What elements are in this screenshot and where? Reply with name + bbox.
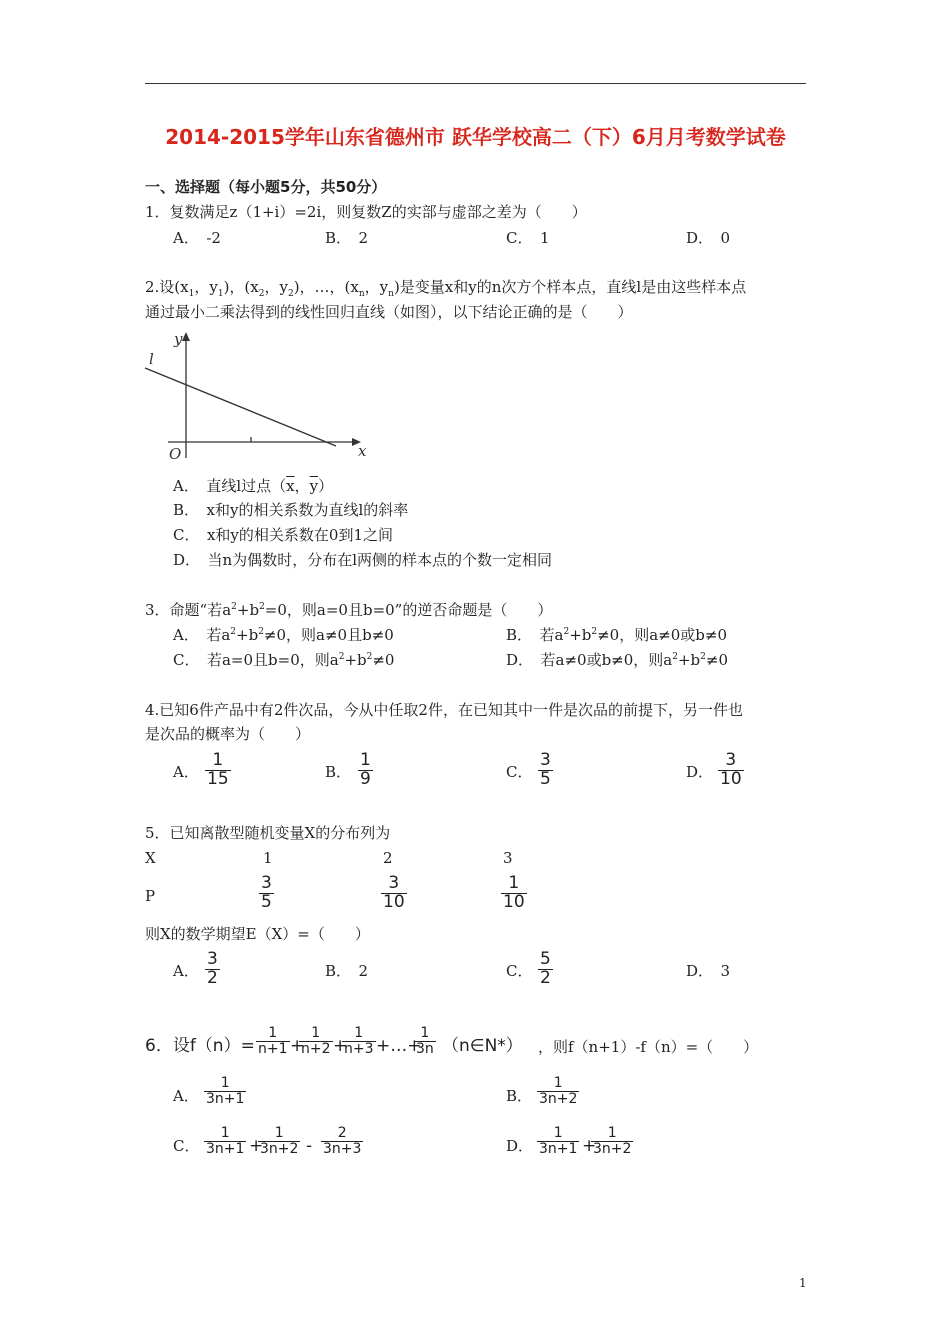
q5-p2-fraction: $\frac{3}{10}$ [383,873,405,912]
origin-label: O [169,445,182,463]
q6-option-c-minus: - [306,1136,313,1156]
q2-option-a: A． 直线l过点（$\overline{x}$，$\overline{y}$） [173,477,334,495]
q2-option-c: C． x和y的相关系数在0到1之间 [173,526,393,544]
q6-option-c-term3: $\frac{2}{3n+3}$ [323,1125,362,1157]
q6-option-c-label: C． [173,1137,200,1155]
q5-option-d: D． 3 [686,962,731,980]
q6-option-a-label: A． [173,1087,199,1105]
q3-option-b: B． 若$a^2+b^2\ne 0$，则a≠0或b≠0 [506,626,727,644]
q1-option-a: A． -2 [173,229,221,247]
regression-line [145,368,336,446]
q3-option-a: A． 若$a^2+b^2\ne 0$，则a≠0且b≠0 [173,626,394,644]
q2-option-b: B． x和y的相关系数为直线l的斜率 [173,501,409,519]
q3-option-d: D． 若a≠0或b≠0，则$a^2+b^2\ne 0$ [506,651,729,669]
q4-option-c-fraction: $\frac{3}{5}$ [540,750,551,789]
q4-option-a-label: A． [173,763,199,781]
q1-option-d: D． 0 [686,229,731,247]
q6-option-b-fraction: $\frac{1}{3n+2}$ [539,1075,578,1107]
regression-graph [140,328,375,463]
q6-option-d-plus: + [582,1136,597,1156]
q5-option-c-label: C． [506,962,533,980]
q6-option-d-term2: $\frac{1}{3n+2}$ [593,1125,632,1157]
q5-x-value: 1 [263,849,273,867]
q4-option-d-label: D． [686,763,714,781]
q5-row-x-label: X [145,849,156,867]
q5-x-value: 3 [503,849,513,867]
q5-option-a-label: A． [173,962,199,980]
y-axis-label: y [174,330,183,348]
q5-row-p-label: P [145,887,156,905]
q4-stem-line1: 4.已知6件产品中有2件次品，今从中任取2件，在已知其中一件是次品的前提下，另一件也 [145,701,743,719]
q6-option-a-fraction: $\frac{1}{3n+1}$ [206,1075,245,1107]
q6-prefix: 6．设f（n）= [145,1036,255,1056]
q6-term2: $\frac{1}{n+2}$ [301,1025,331,1057]
x-axis-label: x [358,442,367,460]
q2-option-d: D． 当n为偶数时，分布在l两侧的样本点的个数一定相同 [173,551,552,569]
section-heading: 一、选择题（每小题5分，共50分） [145,178,387,196]
page-title: 2014-2015学年山东省德州市 跃华学校高二（下）6月月考数学试卷 [165,125,786,149]
q1-option-c: C． 1 [506,229,550,247]
q5-question: 则X的数学期望E（X）=（ ） [145,925,370,943]
q6-term3: $\frac{1}{n+3}$ [344,1025,374,1057]
q5-p1-fraction: $\frac{3}{5}$ [261,873,272,912]
q2-stem-line1: 2.设($x_1$，$y_1$)，($x_2$，$y_2$)，…，($x_n$，$y_n$)是变量x和y的n次方个样本点，直线l是由这些样本点 [145,278,747,299]
q4-option-a-fraction: $\frac{1}{15}$ [207,750,229,789]
q1-stem: 1．复数满足z（1+i）=2i，则复数Z的实部与虚部之差为（ ） [145,203,587,221]
q3-option-c: C． 若a=0且b=0，则$a^2+b^2\ne 0$ [173,651,395,669]
q6-plus: + [333,1036,348,1056]
q5-option-a-fraction: $\frac{3}{2}$ [207,949,218,988]
q6-option-d-term1: $\frac{1}{3n+1}$ [539,1125,578,1157]
q6-ellipsis: +…+ [376,1036,422,1056]
q5-option-c-fraction: $\frac{5}{2}$ [540,949,551,988]
page-number: 1 [799,1276,807,1290]
q6-term4: $\frac{1}{3n}$ [416,1025,434,1057]
q6-option-d-label: D． [506,1137,534,1155]
q4-option-b-fraction: $\frac{1}{9}$ [360,750,371,789]
q5-stem: 5．已知离散型随机变量X的分布列为 [145,824,391,842]
q5-x-value: 2 [383,849,393,867]
header-rule [145,83,806,84]
q6-option-c-plus: + [249,1136,264,1156]
y-axis-arrow [182,332,190,341]
q6-option-b-label: B． [506,1087,533,1105]
q4-stem-line2: 是次品的概率为（ ） [145,725,311,743]
q4-option-d-fraction: $\frac{3}{10}$ [720,750,742,789]
q6-option-c-term2: $\frac{1}{3n+2}$ [260,1125,299,1157]
q4-option-c-label: C． [506,763,533,781]
q6-term1: $\frac{1}{n+1}$ [258,1025,288,1057]
q6-plus: + [290,1036,305,1056]
q6-domain: （n∈N*） [442,1036,523,1056]
q6-suffix: ，则f（n+1）-f（n）=（ ） [538,1038,759,1056]
q6-option-c-term1: $\frac{1}{3n+1}$ [206,1125,245,1157]
line-label: l [149,350,154,368]
q1-option-b: B． 2 [325,229,369,247]
q2-stem-line2: 通过最小二乘法得到的线性回归直线（如图），以下结论正确的是（ ） [145,303,633,321]
q5-p3-fraction: $\frac{1}{10}$ [503,873,525,912]
q5-option-b: B． 2 [325,962,369,980]
q3-stem: 3．命题“若$a^2+b^2=0$，则a=0且b=0”的逆否命题是（ ） [145,601,553,619]
q4-option-b-label: B． [325,763,352,781]
